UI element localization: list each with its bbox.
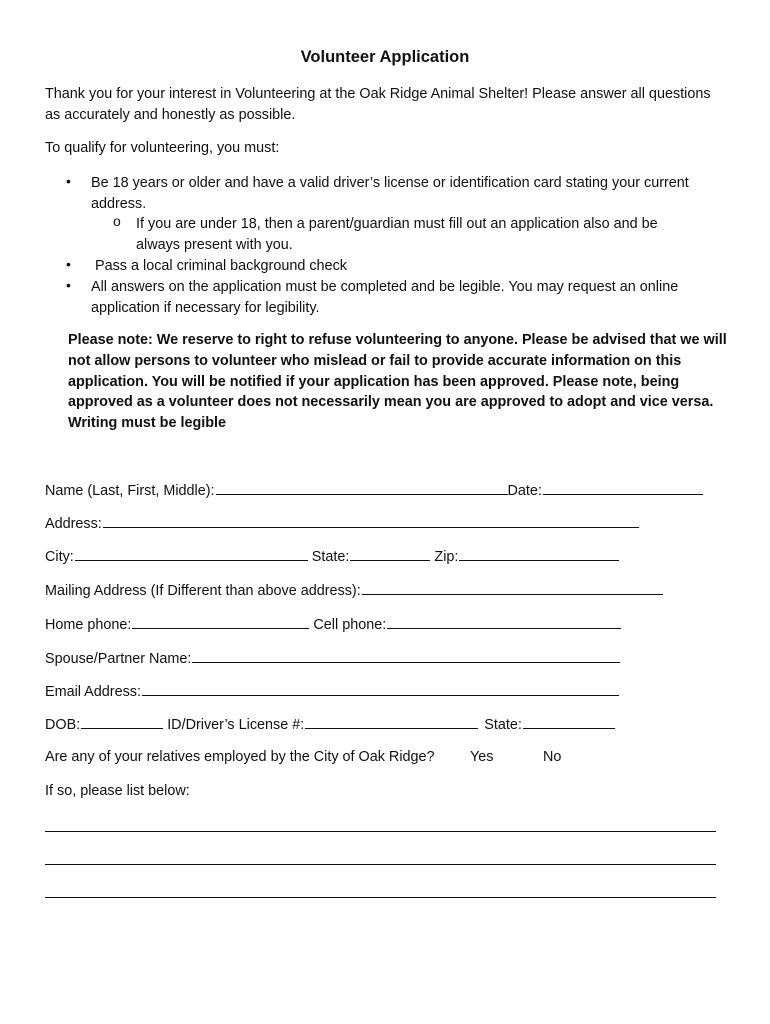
dob-label: DOB: [45, 717, 81, 733]
email-row [45, 682, 619, 700]
city-field[interactable] [75, 547, 308, 561]
requirement-legible: All answers on the application must be completed and be legible. You may request an online application if necessary for legibility. [91, 279, 679, 316]
name-field[interactable] [216, 481, 508, 495]
spouse-field[interactable] [192, 649, 620, 663]
cell-phone-label: Cell phone: [313, 617, 387, 633]
spouse-label: Spouse/Partner Name: [45, 651, 192, 667]
state-label: State: [311, 549, 350, 565]
dob-field[interactable] [81, 715, 163, 729]
address-label: Address: [45, 516, 102, 532]
qualify-heading: To qualify for volunteering, you must: [45, 140, 280, 156]
phone-row [45, 615, 621, 633]
requirement-age: Be 18 years or older and have a valid driver’s license or identification card stating your current address. [91, 175, 689, 212]
license-state-field[interactable] [523, 715, 615, 729]
relatives-line-1[interactable] [45, 831, 716, 832]
address-row [45, 514, 639, 532]
license-field[interactable] [305, 715, 478, 729]
city-label: City: [45, 549, 74, 565]
license-state-label: State: [484, 717, 522, 733]
relatives-question: Are any of your relatives employed by the City of Oak Ridge? [45, 749, 435, 765]
bullet-icon: • [66, 277, 71, 293]
sub-bullet-icon: o [113, 213, 121, 229]
bullet-icon: • [66, 256, 71, 272]
relatives-line-2[interactable] [45, 864, 716, 865]
zip-field[interactable] [459, 547, 619, 561]
requirement-minor: If you are under 18, then a parent/guardian must fill out an application also and be always present with you. [136, 216, 658, 253]
mailing-label: Mailing Address (If Different than above address): [45, 583, 361, 599]
requirement-background-check: Pass a local criminal background check [95, 258, 347, 274]
home-phone-field[interactable] [132, 615, 309, 629]
date-field[interactable] [543, 481, 703, 495]
zip-label: Zip: [434, 549, 459, 565]
mailing-row [45, 581, 663, 599]
email-field[interactable] [142, 682, 619, 696]
email-label: Email Address: [45, 684, 141, 700]
dob-license-row [45, 715, 615, 733]
cell-phone-field[interactable] [387, 615, 621, 629]
no-option[interactable]: No [543, 749, 562, 765]
address-field[interactable] [103, 514, 639, 528]
license-label: ID/Driver’s License #: [167, 717, 305, 733]
please-note: Please note: We reserve to right to refuse volunteering to anyone. Please be advised that we will not allow persons to volunteer who mislead or fail to provide accurate information on this application. You will be notified if your application has been approved. Please note, being approved as a volunteer does not necessarily mean you are approved to adopt and vice versa. Writing must be legible [68, 332, 727, 432]
name-date-row [45, 481, 703, 499]
city-state-zip-row [45, 547, 619, 565]
intro-paragraph: Thank you for your interest in Volunteering at the Oak Ridge Animal Shelter! Please answer all questions as accurately and honestly as possible. [45, 86, 711, 123]
date-label: Date: [507, 483, 542, 499]
state-field[interactable] [350, 547, 430, 561]
bullet-icon: • [66, 173, 71, 189]
mailing-field[interactable] [362, 581, 663, 595]
home-phone-label: Home phone: [45, 617, 132, 633]
relatives-line-3[interactable] [45, 897, 716, 898]
spouse-row [45, 649, 620, 667]
list-below-label: If so, please list below: [45, 783, 190, 799]
name-label: Name (Last, First, Middle): [45, 483, 215, 499]
yes-option[interactable]: Yes [470, 749, 494, 765]
page-title: Volunteer Application [300, 48, 470, 66]
